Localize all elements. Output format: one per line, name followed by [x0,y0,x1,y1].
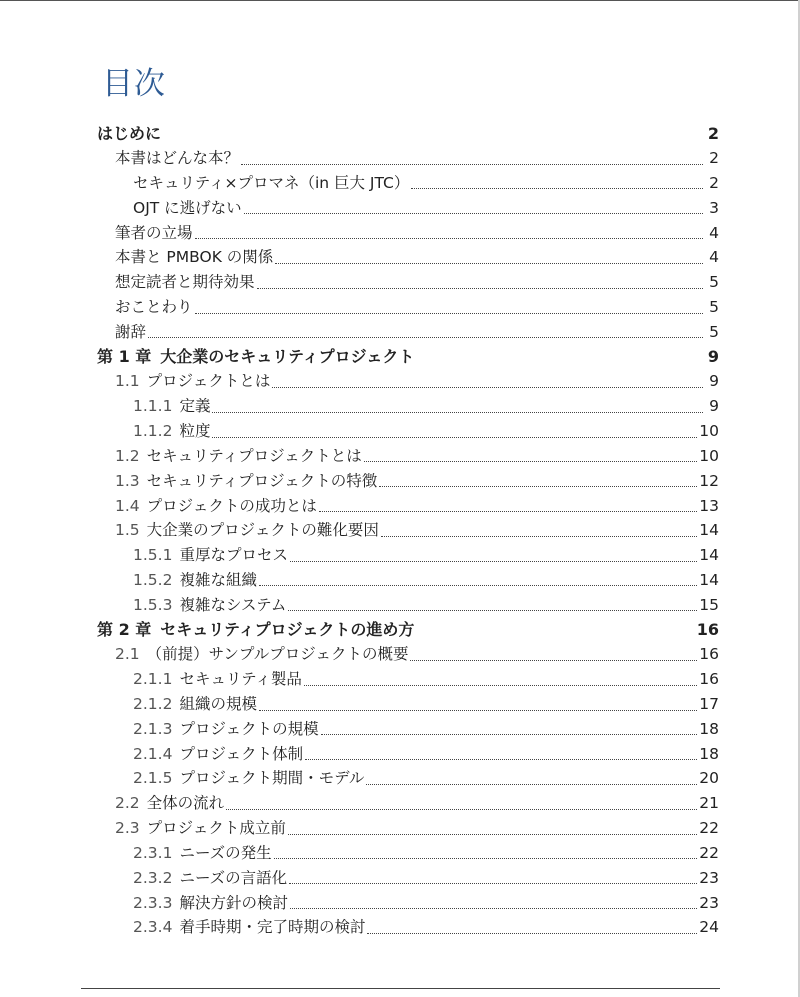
dot-leader [290,908,697,909]
toc-entry-label: はじめに [97,123,162,143]
toc-entry-page-number: 2 [709,149,719,168]
toc-section-entry[interactable] [97,319,719,344]
top-border [0,0,800,1]
toc-entry-label: 謝辞 [115,322,147,341]
dot-leader [319,511,697,512]
toc-entry-label: プロジェクト期間・モデル [179,769,365,788]
toc-entry-label: 組織の規模 [179,695,257,713]
toc-subsection-entry[interactable] [97,393,719,418]
toc-subsection-entry[interactable] [97,740,719,765]
toc-section-entry[interactable] [97,815,719,840]
toc-entry-page-number: 9 [709,397,719,416]
dot-leader [288,834,697,835]
toc-subsection-entry[interactable] [97,840,719,865]
toc-entry-label: セキュリティ×プロマネ（in 巨大 JTC） [133,173,410,192]
toc-entry-number: 2.1.4 [133,744,173,763]
toc-entry-label: セキュリティ製品 [179,670,302,689]
toc-entry-label: おことわり [115,298,193,316]
toc-entry-label: 重厚なプロセス [179,546,288,565]
toc-entry-page-number: 16 [699,670,719,689]
toc-entry-page-number: 10 [699,422,719,441]
toc-entry-number: 1.5 [115,521,140,540]
dot-leader [195,238,703,239]
toc-entry-label: プロジェクトの成功とは [146,496,317,515]
toc-entry-page-number: 16 [699,645,719,664]
toc-entry-label: 筆者の立場 [115,223,193,242]
dot-leader [212,412,703,413]
toc-subsection-entry[interactable] [97,864,719,889]
toc-entry-label: OJT に逃げない [133,198,242,217]
toc-entry-number: 2.1 [115,645,140,664]
toc-entry-number: 2.1.3 [133,719,173,738]
dot-leader [244,213,703,214]
dot-leader [148,337,703,338]
toc-entry-label: 大企業のセキュリティプロジェクト [160,347,415,367]
toc-entry-page-number: 5 [709,322,719,341]
toc-chapter-entry[interactable] [97,343,719,368]
dot-leader [241,164,703,165]
dot-leader [366,784,697,785]
toc-entry-label: 定義 [179,397,211,416]
dot-leader [274,858,698,859]
toc-entry-page-number: 10 [699,446,719,465]
toc-subsection-entry[interactable] [97,666,719,691]
toc-entry-label: 解決方針の検討 [179,893,288,912]
dot-leader [272,387,703,388]
toc-entry-page-number: 21 [699,794,719,813]
table-of-contents [97,120,719,939]
dot-leader [367,933,697,934]
toc-section-entry[interactable] [97,244,719,269]
dot-leader [410,660,697,661]
toc-entry-label: セキュリティプロジェクトとは [146,446,362,465]
toc-entry-page-number: 15 [699,595,719,614]
toc-entry-number: 2.3.1 [133,843,173,862]
toc-section-entry[interactable] [97,641,719,666]
dot-leader [321,734,698,735]
dot-leader [212,437,697,438]
toc-section-entry[interactable] [97,269,719,294]
toc-entry-label: ニーズの言語化 [179,868,288,887]
dot-leader [364,461,697,462]
toc-entry-page-number: 23 [699,868,719,887]
toc-entry-number: 1.1.1 [133,397,173,416]
toc-chapter-entry[interactable] [97,120,719,145]
toc-entry-page-number: 2 [709,173,719,192]
toc-section-entry[interactable] [97,467,719,492]
dot-leader [289,883,697,884]
toc-entry-label: 本書はどんな本？ [115,149,240,168]
toc-subsection-entry[interactable] [97,691,719,716]
toc-entry-number: 1.5.2 [133,570,173,589]
toc-entry-page-number: 4 [709,248,719,267]
toc-entry-number: 2.2 [115,794,140,813]
dot-leader [259,585,697,586]
dot-leader [305,759,697,760]
toc-entry-page-number: 18 [699,744,719,763]
toc-subsection-entry[interactable] [97,914,719,939]
toc-entry-number: 1.5.3 [133,595,173,614]
toc-subsection-entry[interactable] [97,418,719,443]
toc-entry-label: 着手時期・完了時期の検討 [179,918,366,937]
toc-subsection-entry[interactable] [97,716,719,741]
toc-entry-page-number: 22 [699,819,719,838]
toc-entry-label: ニーズの発生 [179,843,272,862]
dot-leader [288,610,697,611]
toc-entry-number: 第 1 章 [97,347,152,367]
toc-chapter-entry[interactable] [97,616,719,641]
toc-entry-number: 2.3.4 [133,918,173,937]
toc-entry-number: 2.3.2 [133,868,173,887]
toc-entry-number: 1.3 [115,471,140,490]
toc-entry-page-number: 16 [696,620,719,640]
toc-entry-label: （前提）サンプルプロジェクトの概要 [146,645,409,664]
toc-entry-number: 1.1.2 [133,422,173,441]
dot-leader [411,188,703,189]
toc-subsection-entry[interactable] [97,591,719,616]
toc-entry-label: 粒度 [179,422,211,441]
dot-leader [290,561,697,562]
toc-entry-label: セキュリティプロジェクトの進め方 [160,620,415,640]
toc-entry-page-number: 24 [699,918,719,937]
toc-entry-page-number: 17 [699,695,719,713]
toc-entry-page-number: 14 [699,570,719,589]
dot-leader [195,313,703,314]
toc-entry-number: 2.1.5 [133,769,173,788]
toc-entry-label: プロジェクト成立前 [146,819,286,838]
dot-leader [259,710,697,711]
toc-entry-label: プロジェクト体制 [179,744,304,763]
toc-title: 目次 [102,66,166,102]
toc-entry-page-number: 5 [709,273,719,292]
toc-section-entry[interactable] [97,145,719,170]
toc-entry-label: プロジェクトとは [146,372,271,391]
toc-entry-page-number: 5 [709,298,719,316]
toc-subsection-entry[interactable] [97,765,719,790]
toc-entry-page-number: 13 [699,496,719,515]
toc-entry-page-number: 2 [707,123,719,143]
toc-entry-number: 1.2 [115,446,140,465]
toc-entry-page-number: 23 [699,893,719,912]
toc-entry-label: セキュリティプロジェクトの特徴 [146,471,378,490]
toc-section-entry[interactable] [97,294,719,319]
dot-leader [381,536,697,537]
toc-section-entry[interactable] [97,517,719,542]
toc-entry-number: 2.1.1 [133,670,173,689]
toc-entry-page-number: 22 [699,843,719,862]
toc-section-entry[interactable] [97,492,719,517]
toc-subsection-entry[interactable] [97,542,719,567]
toc-entry-label: 全体の流れ [146,794,225,813]
toc-entry-label: 想定読者と期待効果 [115,273,255,292]
dot-leader [379,486,697,487]
toc-entry-label: 複雑なシステム [179,595,287,614]
toc-entry-number: 2.1.2 [133,695,173,713]
dot-leader [226,809,697,810]
toc-entry-page-number: 20 [699,769,719,788]
toc-entry-page-number: 18 [699,719,719,738]
toc-section-entry[interactable] [97,219,719,244]
toc-subsection-entry[interactable] [97,170,719,195]
toc-section-entry[interactable] [97,443,719,468]
toc-entry-page-number: 9 [707,347,719,367]
toc-entry-number: 1.1 [115,372,140,391]
toc-entry-number: 2.3.3 [133,893,173,912]
toc-section-entry[interactable] [97,368,719,393]
toc-entry-label: 大企業のプロジェクトの難化要因 [146,521,379,540]
toc-subsection-entry[interactable] [97,567,719,592]
toc-entry-label: 本書と PMBOK の関係 [115,248,274,267]
toc-subsection-entry[interactable] [97,889,719,914]
toc-entry-page-number: 9 [709,372,719,391]
toc-entry-number: 1.5.1 [133,546,173,565]
toc-entry-number: 2.3 [115,819,140,838]
toc-subsection-entry[interactable] [97,194,719,219]
dot-leader [304,685,697,686]
toc-entry-label: プロジェクトの規模 [179,719,319,738]
toc-entry-page-number: 12 [699,471,719,490]
footer-divider [81,988,720,989]
dot-leader [275,263,703,264]
toc-entry-number: 第 2 章 [97,620,152,640]
toc-entry-page-number: 14 [699,546,719,565]
toc-entry-page-number: 3 [709,198,719,217]
dot-leader [257,288,703,289]
toc-entry-number: 1.4 [115,496,140,515]
toc-section-entry[interactable] [97,790,719,815]
toc-entry-page-number: 14 [699,521,719,540]
toc-entry-page-number: 4 [709,223,719,242]
toc-entry-label: 複雑な組織 [179,570,257,589]
